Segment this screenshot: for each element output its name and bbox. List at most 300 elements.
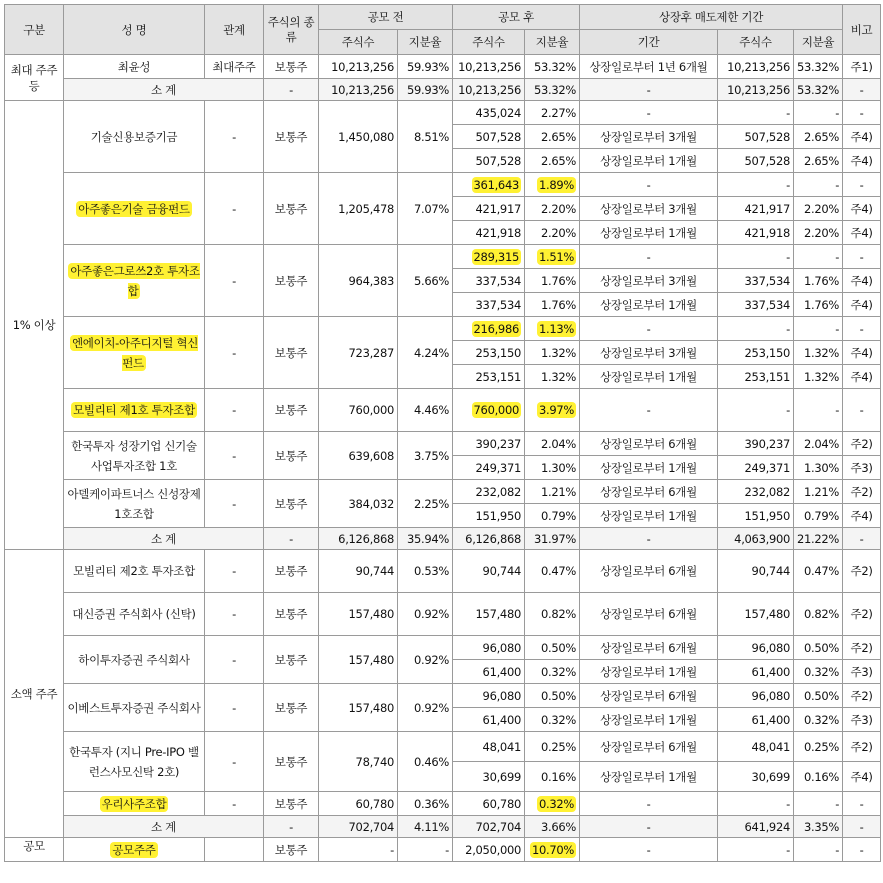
after-shares: 96,080 <box>453 684 525 708</box>
after-shares: 30,699 <box>453 762 525 792</box>
before-shares: 10,213,256 <box>319 55 398 79</box>
holder-relation: - <box>205 636 264 684</box>
restricted-shares: 337,534 <box>718 269 794 293</box>
subtotal-label: 소 계 <box>64 528 264 550</box>
holder-stock-type: 보통주 <box>264 389 319 432</box>
after-ratio: 2.27% <box>525 101 580 125</box>
holder-name <box>64 792 205 816</box>
after-shares <box>453 245 525 269</box>
restricted-shares: 507,528 <box>718 149 794 173</box>
restricted-shares: 421,917 <box>718 197 794 221</box>
table-row <box>5 684 881 708</box>
restriction-period: 상장일로부터 6개월 <box>580 732 718 762</box>
restricted-shares: 232,082 <box>718 480 794 504</box>
before-shares: 157,480 <box>319 684 398 732</box>
restricted-ratio: 0.32% <box>794 708 843 732</box>
header-category: 구분 <box>5 5 64 55</box>
after-shares: 337,534 <box>453 269 525 293</box>
subtotal-label: 소 계 <box>64 79 264 101</box>
note: 주3) <box>843 660 881 684</box>
restricted-shares: - <box>718 101 794 125</box>
subtotal-restricted-shares: 10,213,256 <box>718 79 794 101</box>
holder-stock-type: 보통주 <box>264 432 319 480</box>
note: 주2) <box>843 732 881 762</box>
after-shares: 435,024 <box>453 101 525 125</box>
restriction-period: 상장일로부터 1개월 <box>580 456 718 480</box>
holder-name: 하이투자증권 주식회사 <box>64 636 205 684</box>
table-row <box>5 245 881 269</box>
subtotal-restricted-ratio: 3.35% <box>794 816 843 838</box>
restricted-shares: - <box>718 317 794 341</box>
before-ratio: 0.92% <box>398 593 453 636</box>
note: 주4) <box>843 341 881 365</box>
note: 주2) <box>843 593 881 636</box>
after-ratio: 1.32% <box>525 341 580 365</box>
header-stock-type: 주식의 종류 <box>264 5 319 55</box>
before-ratio: 2.25% <box>398 480 453 528</box>
note: 주2) <box>843 636 881 660</box>
subtotal-restricted-shares: 4,063,900 <box>718 528 794 550</box>
after-shares: 421,917 <box>453 197 525 221</box>
restricted-shares: - <box>718 792 794 816</box>
after-shares: 48,041 <box>453 732 525 762</box>
restriction-period: - <box>580 173 718 197</box>
highlighted-text: 1.13% <box>538 321 574 336</box>
after-ratio: 1.32% <box>525 365 580 389</box>
before-ratio: 7.07% <box>398 173 453 245</box>
before-shares: 1,205,478 <box>319 173 398 245</box>
header-period: 기간 <box>580 30 718 55</box>
table-row <box>5 636 881 660</box>
restriction-period: - <box>580 101 718 125</box>
holder-name <box>64 245 205 317</box>
restricted-ratio: 0.32% <box>794 660 843 684</box>
header-after-ratio: 지분율 <box>525 30 580 55</box>
before-shares: 60,780 <box>319 792 398 816</box>
holder-stock-type: 보통주 <box>264 684 319 732</box>
after-ratio <box>525 317 580 341</box>
table-row <box>5 838 881 862</box>
before-ratio: 59.93% <box>398 55 453 79</box>
restricted-shares: 96,080 <box>718 684 794 708</box>
before-shares: 723,287 <box>319 317 398 389</box>
restricted-ratio: 2.65% <box>794 149 843 173</box>
restriction-period: 상장일로부터 6개월 <box>580 636 718 660</box>
after-ratio <box>525 245 580 269</box>
table-row <box>5 593 881 636</box>
header-restricted-shares: 주식수 <box>718 30 794 55</box>
restricted-ratio: - <box>794 792 843 816</box>
after-ratio: 1.76% <box>525 269 580 293</box>
note: 주4) <box>843 762 881 792</box>
table-row <box>5 550 881 593</box>
restricted-ratio: - <box>794 389 843 432</box>
after-shares: 61,400 <box>453 708 525 732</box>
restricted-ratio: 1.76% <box>794 293 843 317</box>
after-shares <box>453 173 525 197</box>
highlighted-text: 10.70% <box>531 842 574 857</box>
holder-relation: 최대주주 <box>205 55 264 79</box>
holder-relation: - <box>205 173 264 245</box>
restriction-period: 상장일로부터 1개월 <box>580 504 718 528</box>
holder-relation <box>205 838 264 862</box>
restriction-period: - <box>580 317 718 341</box>
header-name: 성 명 <box>64 5 205 55</box>
restriction-period: - <box>580 245 718 269</box>
after-ratio: 1.76% <box>525 293 580 317</box>
highlighted-text: 모빌리티 제1호 투자조합 <box>73 403 195 417</box>
holder-relation: - <box>205 732 264 792</box>
holder-name: 이베스트투자증권 주식회사 <box>64 684 205 732</box>
holder-name <box>64 838 205 862</box>
subtotal-note: - <box>843 528 881 550</box>
restricted-shares: 421,918 <box>718 221 794 245</box>
note: 주4) <box>843 504 881 528</box>
before-ratio: 0.53% <box>398 550 453 593</box>
group-label: 최대 주주등 <box>5 55 64 101</box>
restricted-shares: 390,237 <box>718 432 794 456</box>
holder-relation: - <box>205 684 264 732</box>
holder-stock-type: 보통주 <box>264 101 319 173</box>
note: 주2) <box>843 432 881 456</box>
holder-name: 최윤성 <box>64 55 205 79</box>
note: 주4) <box>843 197 881 221</box>
after-ratio: 0.50% <box>525 684 580 708</box>
restricted-ratio: 0.50% <box>794 636 843 660</box>
before-shares: 157,480 <box>319 636 398 684</box>
after-shares: 337,534 <box>453 293 525 317</box>
holder-relation: - <box>205 593 264 636</box>
holder-name: 아델케이파트너스 신성장제1호조합 <box>64 480 205 528</box>
before-ratio: 0.92% <box>398 636 453 684</box>
after-shares: 507,528 <box>453 149 525 173</box>
restricted-shares: - <box>718 245 794 269</box>
before-shares: 157,480 <box>319 593 398 636</box>
subtotal-after-ratio: 3.66% <box>525 816 580 838</box>
after-shares: 2,050,000 <box>453 838 525 862</box>
after-ratio: 2.65% <box>525 125 580 149</box>
after-shares: 390,237 <box>453 432 525 456</box>
highlighted-text: 216,986 <box>473 321 519 336</box>
table-row <box>5 792 881 816</box>
restricted-ratio: 0.82% <box>794 593 843 636</box>
subtotal-restricted-shares: 641,924 <box>718 816 794 838</box>
restricted-shares: 10,213,256 <box>718 55 794 79</box>
subtotal-stock-type: - <box>264 79 319 101</box>
after-shares: 249,371 <box>453 456 525 480</box>
restricted-ratio: 53.32% <box>794 55 843 79</box>
restricted-ratio: - <box>794 173 843 197</box>
restriction-period: 상장일로부터 1개월 <box>580 365 718 389</box>
holder-relation: - <box>205 480 264 528</box>
restriction-period: 상장일로부터 1개월 <box>580 149 718 173</box>
after-shares: 253,151 <box>453 365 525 389</box>
after-ratio: 0.16% <box>525 762 580 792</box>
highlighted-text: 아주좋은기술 금융펀드 <box>78 201 190 216</box>
after-ratio <box>525 792 580 816</box>
restriction-period: 상장일로부터 1개월 <box>580 221 718 245</box>
restricted-ratio: 2.20% <box>794 221 843 245</box>
note: - <box>843 317 881 341</box>
subtotal-label: 소 계 <box>64 816 264 838</box>
subtotal-stock-type: - <box>264 528 319 550</box>
restriction-period: 상장일로부터 6개월 <box>580 684 718 708</box>
note: 주2) <box>843 480 881 504</box>
restricted-shares: 96,080 <box>718 636 794 660</box>
note: 주4) <box>843 293 881 317</box>
holder-relation: - <box>205 792 264 816</box>
note: - <box>843 838 881 862</box>
after-shares: 10,213,256 <box>453 55 525 79</box>
group-label: 공모 <box>5 838 64 862</box>
restriction-period: 상장일로부터 1개월 <box>580 660 718 684</box>
restricted-shares: 30,699 <box>718 762 794 792</box>
holder-stock-type: 보통주 <box>264 838 319 862</box>
after-shares: 232,082 <box>453 480 525 504</box>
restriction-period: 상장일로부터 1개월 <box>580 762 718 792</box>
before-ratio: 5.66% <box>398 245 453 317</box>
highlighted-text: 우리사주조합 <box>101 796 167 811</box>
highlighted-text: 아주좋은그로쓰2호 투자조합 <box>70 263 200 298</box>
after-ratio: 0.82% <box>525 593 580 636</box>
note: - <box>843 101 881 125</box>
highlighted-text: 289,315 <box>473 249 519 264</box>
before-ratio: 0.36% <box>398 792 453 816</box>
header-before-ratio: 지분율 <box>398 30 453 55</box>
subtotal-after-shares: 6,126,868 <box>453 528 525 550</box>
header-note: 비고 <box>843 5 881 55</box>
subtotal-before-ratio: 35.94% <box>398 528 453 550</box>
after-ratio: 1.21% <box>525 480 580 504</box>
holder-stock-type: 보통주 <box>264 792 319 816</box>
restricted-ratio: 2.04% <box>794 432 843 456</box>
highlighted-text: 엔에이치-아주디지털 혁신펀드 <box>71 335 199 370</box>
subtotal-before-shares: 10,213,256 <box>319 79 398 101</box>
restricted-shares: 61,400 <box>718 660 794 684</box>
restricted-ratio: 0.16% <box>794 762 843 792</box>
restriction-period: - <box>580 389 718 432</box>
before-ratio: 0.46% <box>398 732 453 792</box>
note: 주1) <box>843 55 881 79</box>
group-label: 소액 주주 <box>5 550 64 838</box>
subtotal-after-ratio: 31.97% <box>525 528 580 550</box>
after-ratio: 0.50% <box>525 636 580 660</box>
restricted-ratio: - <box>794 838 843 862</box>
restricted-shares: - <box>718 173 794 197</box>
before-shares: 639,608 <box>319 432 398 480</box>
after-ratio: 2.20% <box>525 221 580 245</box>
after-shares: 151,950 <box>453 504 525 528</box>
after-shares <box>453 317 525 341</box>
restricted-ratio: 0.79% <box>794 504 843 528</box>
restriction-period: 상장일로부터 3개월 <box>580 341 718 365</box>
subtotal-restricted-ratio: 53.32% <box>794 79 843 101</box>
table-row <box>5 732 881 762</box>
before-ratio: 4.46% <box>398 389 453 432</box>
table-row <box>5 173 881 197</box>
restricted-shares: 249,371 <box>718 456 794 480</box>
header-before: 공모 전 <box>319 5 453 30</box>
holder-name <box>64 173 205 245</box>
restriction-period: - <box>580 838 718 862</box>
header-after-shares: 주식수 <box>453 30 525 55</box>
restricted-shares: 61,400 <box>718 708 794 732</box>
restriction-period: 상장일로부터 6개월 <box>580 432 718 456</box>
restricted-shares: 253,150 <box>718 341 794 365</box>
before-shares: - <box>319 838 398 862</box>
after-ratio: 0.25% <box>525 732 580 762</box>
note: 주4) <box>843 125 881 149</box>
holder-name: 기술신용보증기금 <box>64 101 205 173</box>
after-ratio <box>525 389 580 432</box>
subtotal-row <box>5 528 881 550</box>
after-shares: 507,528 <box>453 125 525 149</box>
holder-name <box>64 317 205 389</box>
holder-relation: - <box>205 101 264 173</box>
subtotal-restricted-ratio: 21.22% <box>794 528 843 550</box>
restricted-shares: - <box>718 389 794 432</box>
before-ratio: - <box>398 838 453 862</box>
holder-relation: - <box>205 389 264 432</box>
after-ratio <box>525 173 580 197</box>
restriction-period: - <box>580 792 718 816</box>
highlighted-text: 1.51% <box>538 249 574 264</box>
note: 주4) <box>843 221 881 245</box>
holder-stock-type: 보통주 <box>264 732 319 792</box>
holder-relation: - <box>205 550 264 593</box>
restriction-period: 상장일로부터 1개월 <box>580 293 718 317</box>
table-row <box>5 432 881 456</box>
after-ratio: 2.20% <box>525 197 580 221</box>
after-ratio: 0.32% <box>525 708 580 732</box>
subtotal-row <box>5 79 881 101</box>
note: 주4) <box>843 149 881 173</box>
restricted-ratio: 1.21% <box>794 480 843 504</box>
after-ratio <box>525 838 580 862</box>
table-row <box>5 389 881 432</box>
holder-stock-type: 보통주 <box>264 550 319 593</box>
holder-relation: - <box>205 245 264 317</box>
subtotal-before-ratio: 59.93% <box>398 79 453 101</box>
after-ratio: 0.47% <box>525 550 580 593</box>
restricted-ratio: 1.30% <box>794 456 843 480</box>
after-shares: 96,080 <box>453 636 525 660</box>
highlighted-text: 1.89% <box>538 177 574 192</box>
restricted-shares: 507,528 <box>718 125 794 149</box>
before-shares: 1,450,080 <box>319 101 398 173</box>
after-shares: 90,744 <box>453 550 525 593</box>
restricted-ratio: - <box>794 317 843 341</box>
restriction-period: 상장일로부터 3개월 <box>580 269 718 293</box>
holder-relation: - <box>205 432 264 480</box>
header-after: 공모 후 <box>453 5 580 30</box>
before-shares: 964,383 <box>319 245 398 317</box>
restriction-period: 상장일로부터 3개월 <box>580 125 718 149</box>
restricted-ratio: - <box>794 245 843 269</box>
subtotal-period: - <box>580 79 718 101</box>
subtotal-before-shares: 6,126,868 <box>319 528 398 550</box>
restricted-ratio: - <box>794 101 843 125</box>
restriction-period: 상장일로부터 1개월 <box>580 708 718 732</box>
restricted-shares: 48,041 <box>718 732 794 762</box>
subtotal-note: - <box>843 816 881 838</box>
restricted-shares: 157,480 <box>718 593 794 636</box>
holder-stock-type: 보통주 <box>264 636 319 684</box>
after-ratio: 1.30% <box>525 456 580 480</box>
holder-relation: - <box>205 317 264 389</box>
note: 주4) <box>843 269 881 293</box>
subtotal-after-ratio: 53.32% <box>525 79 580 101</box>
restricted-ratio: 0.47% <box>794 550 843 593</box>
subtotal-period: - <box>580 528 718 550</box>
subtotal-stock-type: - <box>264 816 319 838</box>
table-row <box>5 317 881 341</box>
before-ratio: 0.92% <box>398 684 453 732</box>
restriction-period: 상장일로부터 6개월 <box>580 593 718 636</box>
after-shares: 421,918 <box>453 221 525 245</box>
holder-stock-type: 보통주 <box>264 245 319 317</box>
after-shares <box>453 389 525 432</box>
before-shares: 90,744 <box>319 550 398 593</box>
subtotal-before-shares: 702,704 <box>319 816 398 838</box>
after-ratio: 0.32% <box>525 660 580 684</box>
after-ratio: 53.32% <box>525 55 580 79</box>
header-before-shares: 주식수 <box>319 30 398 55</box>
holder-name: 한국투자 성장기업 신기술사업투자조합 1호 <box>64 432 205 480</box>
after-shares: 157,480 <box>453 593 525 636</box>
restricted-ratio: 2.20% <box>794 197 843 221</box>
holder-stock-type: 보통주 <box>264 55 319 79</box>
after-shares: 60,780 <box>453 792 525 816</box>
subtotal-after-shares: 702,704 <box>453 816 525 838</box>
table-row <box>5 101 881 125</box>
note: 주2) <box>843 550 881 593</box>
restricted-ratio: 1.32% <box>794 341 843 365</box>
table-body <box>5 55 881 862</box>
highlighted-text: 361,643 <box>473 177 519 192</box>
before-ratio: 8.51% <box>398 101 453 173</box>
header-relation: 관계 <box>205 5 264 55</box>
restriction-period: 상장일로부터 6개월 <box>580 550 718 593</box>
note: - <box>843 792 881 816</box>
subtotal-after-shares: 10,213,256 <box>453 79 525 101</box>
group-label: 1% 이상 <box>5 101 64 550</box>
note: - <box>843 245 881 269</box>
before-shares: 384,032 <box>319 480 398 528</box>
before-shares: 760,000 <box>319 389 398 432</box>
subtotal-period: - <box>580 816 718 838</box>
shareholder-table <box>4 4 881 862</box>
highlighted-text: 3.97% <box>538 403 574 417</box>
holder-stock-type: 보통주 <box>264 173 319 245</box>
restriction-period: 상장일로부터 1년 6개월 <box>580 55 718 79</box>
after-ratio: 0.79% <box>525 504 580 528</box>
header-restricted-ratio: 지분율 <box>794 30 843 55</box>
holder-name: 한국투자 (지니 Pre-IPO 밸런스사모신탁 2호) <box>64 732 205 792</box>
table-row <box>5 55 881 79</box>
before-shares: 78,740 <box>319 732 398 792</box>
restricted-shares: 90,744 <box>718 550 794 593</box>
after-ratio: 2.04% <box>525 432 580 456</box>
before-ratio: 3.75% <box>398 432 453 480</box>
note: 주2) <box>843 684 881 708</box>
after-ratio: 2.65% <box>525 149 580 173</box>
highlighted-text: 공모주주 <box>112 842 156 857</box>
highlighted-text: 760,000 <box>473 403 519 417</box>
highlighted-text: 0.32% <box>538 796 574 811</box>
holder-name <box>64 389 205 432</box>
restriction-period: 상장일로부터 6개월 <box>580 480 718 504</box>
